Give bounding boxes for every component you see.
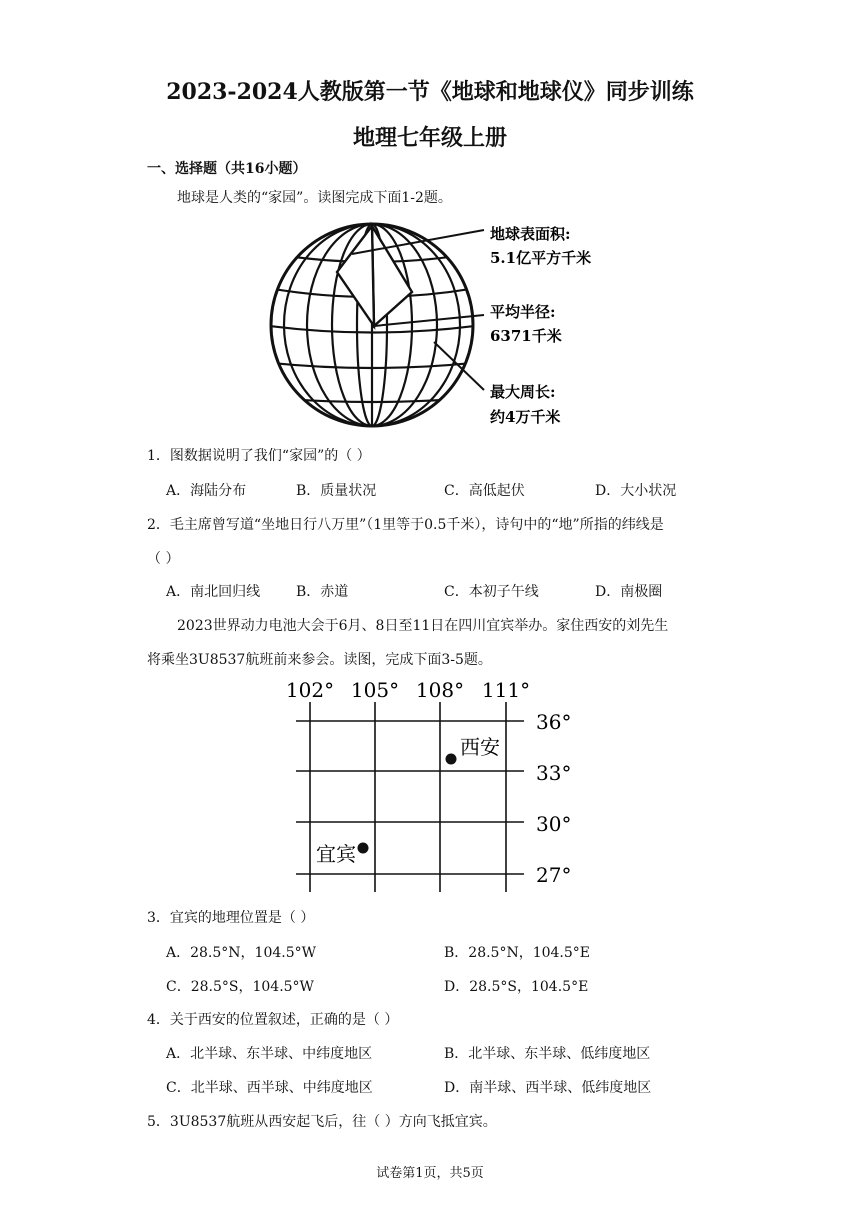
circum-value: 约4万千米 xyxy=(490,408,561,426)
question-2-stem-cont: （ ） xyxy=(147,551,180,567)
q1-option-b[interactable]: B．质量状况 xyxy=(296,483,377,499)
q1-option-a[interactable]: A．海陆分布 xyxy=(166,483,247,499)
radius-leader xyxy=(374,315,484,326)
q4-option-a[interactable]: A．北半球、东半球、中纬度地区 xyxy=(166,1046,373,1062)
q2-option-d[interactable]: D．南极圈 xyxy=(595,584,663,600)
radius-label: 平均半径: xyxy=(490,303,556,321)
intro-text-2-cont: 将乘坐3U8537航班前来参会。读图，完成下面3-5题。 xyxy=(147,652,492,668)
globe-figure xyxy=(262,212,622,438)
question-3-stem: 3．宜宾的地理位置是（ ） xyxy=(147,910,315,926)
q3-option-d[interactable]: D．28.5°S，104.5°E xyxy=(444,979,589,995)
question-1-stem: 1．图数据说明了我们“家园”的（ ） xyxy=(147,448,371,464)
q2-option-a[interactable]: A．南北回归线 xyxy=(166,584,261,600)
lon-label-108: 108° xyxy=(415,678,465,702)
lon-label-111: 111° xyxy=(481,678,531,702)
question-4-stem: 4．关于西安的位置叙述，正确的是（ ） xyxy=(147,1012,399,1028)
q2-option-c[interactable]: C．本初子午线 xyxy=(444,584,539,600)
lat-label-30: 30° xyxy=(536,812,572,836)
q3-option-a[interactable]: A．28.5°N，104.5°W xyxy=(166,945,317,961)
section-heading: 一、选择题（共16小题） xyxy=(147,161,307,177)
page-title: 2023-2024人教版第一节《地球和地球仪》同步训练 xyxy=(166,79,694,105)
circum-label: 最大周长: xyxy=(490,383,556,401)
q1-option-d[interactable]: D．大小状况 xyxy=(595,483,677,499)
lon-label-105: 105° xyxy=(350,678,400,702)
xian-marker xyxy=(446,754,457,765)
yibin-marker xyxy=(358,843,369,854)
intro-text-1: 地球是人类的“家园”。读图完成下面1-2题。 xyxy=(177,190,452,206)
intro-text-2: 2023世界动力电池大会于6月、8日至11日在四川宜宾举办。家住西安的刘先生 xyxy=(177,618,669,634)
lat-label-27: 27° xyxy=(536,863,572,887)
q4-option-c[interactable]: C．北半球、西半球、中纬度地区 xyxy=(166,1080,373,1096)
radius-value: 6371千米 xyxy=(490,327,562,345)
page-footer: 试卷第1页，共5页 xyxy=(376,1166,484,1181)
area-label: 地球表面积: xyxy=(490,225,571,243)
question-5-stem: 5．3U8537航班从西安起飞后，往（ ）方向飞抵宜宾。 xyxy=(147,1114,497,1130)
xian-label: 西安 xyxy=(460,735,500,759)
q4-option-d[interactable]: D．南半球、西半球、低纬度地区 xyxy=(444,1080,652,1096)
q1-option-c[interactable]: C．高低起伏 xyxy=(444,483,525,499)
lat-label-36: 36° xyxy=(536,710,572,734)
area-value: 5.1亿平方千米 xyxy=(490,249,592,267)
latlon-grid-map xyxy=(280,674,590,896)
page-subtitle: 地理七年级上册 xyxy=(352,125,507,151)
q4-option-b[interactable]: B．北半球、东半球、低纬度地区 xyxy=(444,1046,651,1062)
q3-option-b[interactable]: B．28.5°N，104.5°E xyxy=(444,945,591,961)
yibin-label: 宜宾 xyxy=(316,842,356,866)
lon-label-102: 102° xyxy=(285,678,335,702)
q3-option-c[interactable]: C．28.5°S，104.5°W xyxy=(166,979,314,995)
lat-label-33: 33° xyxy=(536,761,572,785)
question-2-stem: 2．毛主席曾写道“坐地日行八万里”（1里等于0.5千米），诗句中的“地”所指的纬线是 xyxy=(147,517,664,533)
q2-option-b[interactable]: B．赤道 xyxy=(296,584,349,600)
